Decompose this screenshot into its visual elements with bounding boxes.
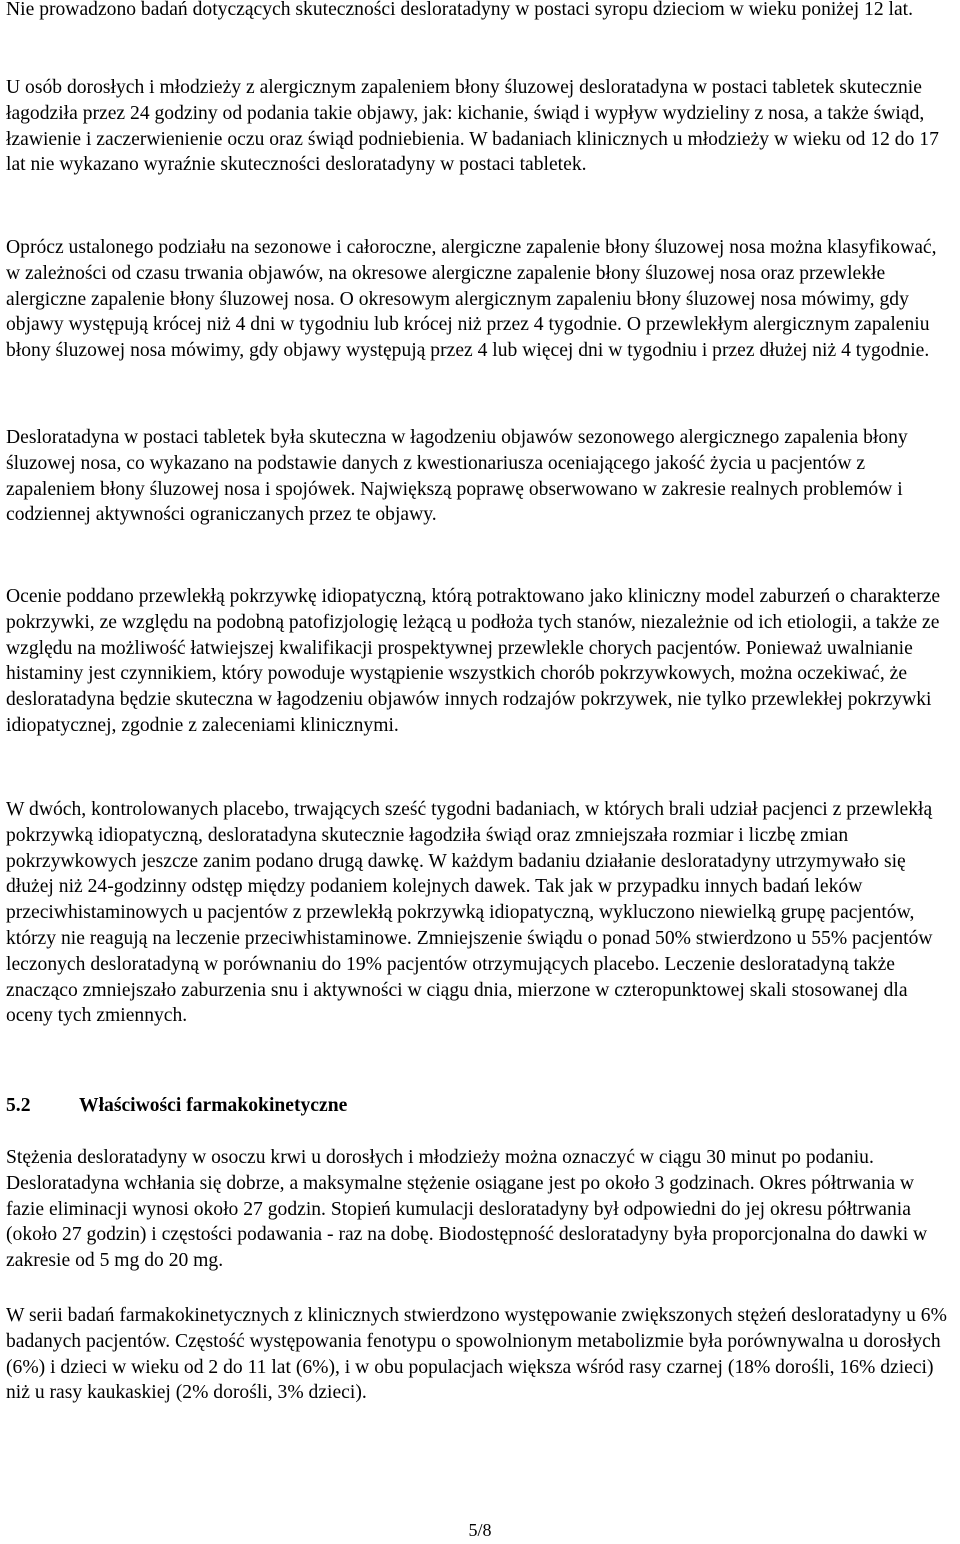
paragraph-urticaria-trials: W dwóch, kontrolowanych placebo, trwających sześć tygodni badaniach, w których brali udział pacjenci z przewlekłą pokrzywką idiopatyczną, desloratadyna skutecznie łagodziła świąd oraz zmniejszała rozmiar i liczbę zmian pokrzywkowych jeszcze zanim podano drugą dawkę. W każdym badaniu działanie desloratadyny utrzymywało się dłużej niż 24-godzinny odstęp między podaniem kolejnych dawek. Tak jak w przypadku innych badań leków przeciwhistaminowych u pacjentów z przewlekłą pokrzywką idiopatyczną, wykluczono niewielką grupę pacjentów, którzy nie reagują na leczenie przeciwhistaminowe. Zmniejszenie świądu o ponad 50% stwierdzono u 55% pacjentów leczonych desloratadyną w porównaniu do 19% pacjentów otrzymujących placebo. Leczenie desloratadyną także znacząco zmniejszało zaburzenia snu i aktywności w ciągu dnia, mierzone w czteropunktowej skali stosowanej dla oceny tych zmiennych. xyxy=(6,799,933,1027)
paragraph-pharmacokinetics: Stężenia desloratadyny w osoczu krwi u dorosłych i młodzieży można oznaczyć w ciągu 30 minut po podaniu. Desloratadyna wchłania się dobrze, a maksymalne stężenie osiągane jest po około 3 godzinach. Okres półtrwania w fazie eliminacji wynosi około 27 godzin. Stopień kumulacji desloratadyny był odpowiedni do jej okresu półtrwania (około 27 godzin) i częstości podawania - raz na dobę. Biodostępność desloratadyny była proporcjonalna do dawki w zakresie od 5 mg do 20 mg. xyxy=(6,1147,928,1272)
paragraph-adults-adolescents-efficacy: U osób dorosłych i młodzieży z alergicznym zapaleniem błony śluzowej desloratadyna w postaci tabletek skutecznie łagodziła przez 24 godziny od podania takie objawy, jak: kichanie, świąd i wypływ wydzieliny z nosa, a także świąd, łzawienie i zaczerwienienie oczu oraz świąd podniebienia. W badaniach klinicznych u młodzieży w wieku od 12 do 17 lat nie wykazano wyraźnie skuteczności desloratadyny w postaci tabletek. xyxy=(6,77,939,176)
paragraph-rhinitis-classification: Oprócz ustalonego podziału na sezonowe i całoroczne, alergiczne zapalenie błony śluzowej nosa można klasyfikować, w zależności od czasu trwania objawów, na okresowe alergiczne zapalenie błony śluzowej nosa oraz przewlekłe alergiczne zapalenie błony śluzowej nosa. O okresowym alergicznym zapaleniu błony śluzowej nosa mówimy, gdy objawy występują krócej niż 4 dni w tygodniu lub krócej niż przez 4 tygodnie. O przewlekłym alergicznym zapaleniu błony śluzowej nosa mówimy, gdy objawy występują przez 4 lub więcej dni w tygodniu i przez dłużej niż 4 tygodnie. xyxy=(6,237,937,362)
section-title: Właściwości farmakokinetyczne xyxy=(79,1095,348,1116)
paragraph-urticaria-model: Ocenie poddano przewlekłą pokrzywkę idiopatyczną, którą potraktowano jako kliniczny model zaburzeń o charakterze pokrzywki, ze względu na podobną patofizjologię leżącą u podłoża tych stanów, niezależnie od ich etiologii, a także ze względu na możliwość łatwiejszej kwalifikacji prospektywnej przewlekle chorych pacjentów. Ponieważ uwalnianie histaminy jest czynnikiem, który powoduje wystąpienie wszystkich chorób pokrzywkowych, można oczekiwać, że desloratadyna będzie skuteczna w łagodzeniu objawów innych rodzajów pokrzywek, nie tylko przewlekłej pokrzywki idiopatycznej, zgodnie z zaleceniami klinicznymi. xyxy=(6,586,941,736)
paragraph-slow-metabolizers: W serii badań farmakokinetycznych z klinicznych stwierdzono występowanie zwiększonych stężeń desloratadyny u 6% badanych pacjentów. Częstość występowania fenotypu o spowolnionym metabolizmie była porównywalna u dorosłych (6%) i dzieci w wieku od 2 do 11 lat (6%), i w obu populacjach większa wśród rasy czarnej (18% dorośli, 16% dzieci) niż u rasy kaukaskiej (2% dorośli, 3% dzieci). xyxy=(6,1305,947,1404)
section-heading xyxy=(6,1093,952,1119)
paragraph-syrup-children: Nie prowadzono badań dotyczących skuteczności desloratadyny w postaci syropu dzieciom w wieku poniżej 12 lat. xyxy=(6,0,914,20)
section-number: 5.2 xyxy=(6,1095,31,1116)
page-number: 5/8 xyxy=(468,1520,492,1540)
paragraph-quality-of-life: Desloratadyna w postaci tabletek była skuteczna w łagodzeniu objawów sezonowego alergicznego zapalenia błony śluzowej nosa, co wykazano na podstawie danych z kwestionariusza oceniającego jakość życia u pacjentów z zapaleniem błony śluzowej nosa i spojówek. Największą poprawę obserwowano w zakresie realnych problemów i codziennej aktywności ograniczanych przez te objawy. xyxy=(6,427,908,526)
